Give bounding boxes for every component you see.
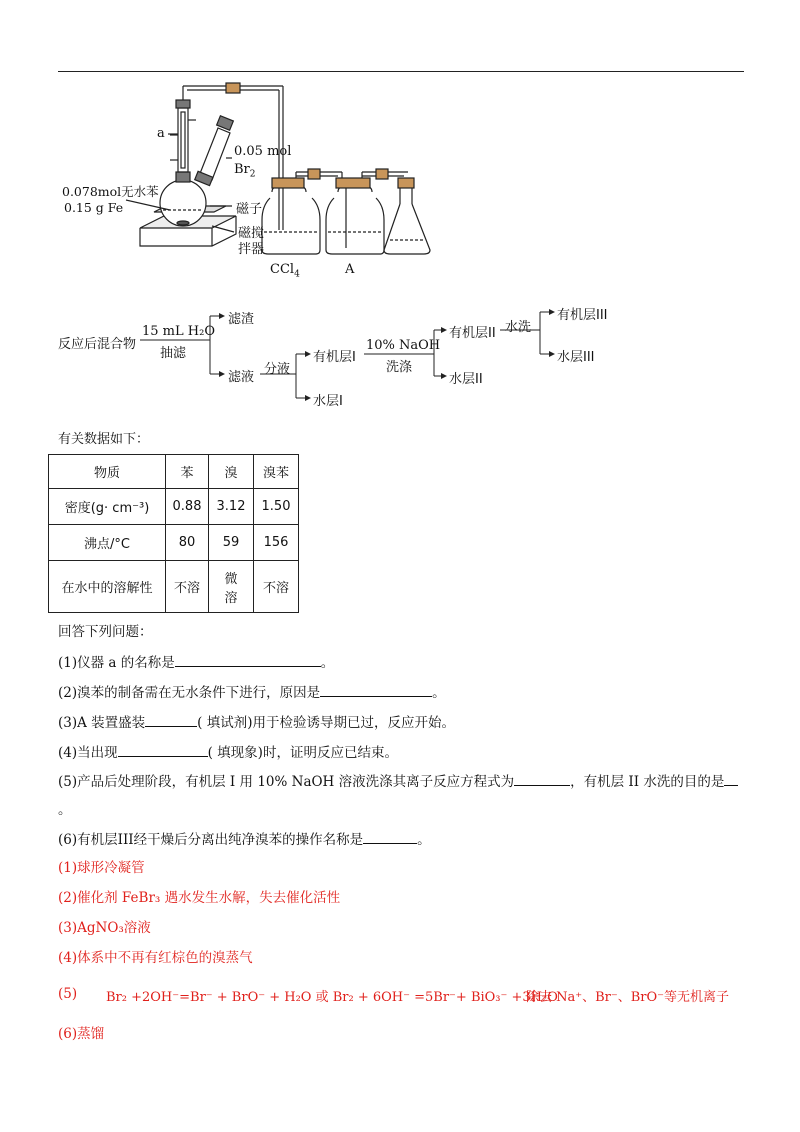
answer-blank [320, 682, 432, 697]
answer-5-number: (5) [58, 986, 78, 1002]
flow-water2: 水层II [449, 372, 483, 387]
flow-step1-top: 15 mL H₂O [142, 324, 215, 339]
label-a: a [157, 126, 165, 141]
table-header-row [49, 455, 299, 489]
flow-organic2: 有机层II [449, 326, 496, 341]
table-cell: 苯 [166, 455, 209, 489]
flow-step2: 分液 [264, 362, 291, 377]
question-6-text: (6)有机层III经干燥后分离出纯净溴苯的操作名称是 [58, 832, 364, 848]
table-cell: 1.50 [254, 489, 299, 525]
question-4-end: ( 填现象)时，证明反应已结束。 [207, 745, 398, 761]
table-cell: 3.12 [209, 489, 254, 525]
table-cell: 沸点/°C [49, 525, 166, 561]
question-2-end: 。 [432, 685, 446, 701]
question-6 [58, 828, 431, 848]
table-cell: 在水中的溶解性 [49, 561, 166, 613]
question-3-text: (3)A 装置盛装 [58, 715, 146, 731]
table-cell: 溴苯 [254, 455, 299, 489]
answer-blank [724, 771, 738, 786]
flow-water1: 水层I [313, 394, 343, 409]
answer-2: (2)催化剂 FeBr₃ 遇水发生水解，失去催化活性 [58, 890, 341, 906]
flow-step1-bottom: 抽滤 [160, 346, 187, 361]
answer-3: (3)AgNO₃溶液 [58, 920, 151, 936]
intro-text: 有关数据如下： [58, 432, 150, 447]
flow-start: 反应后混合物 [58, 337, 137, 352]
flow-step4: 水洗 [505, 320, 532, 335]
ccl4-sub: 4 [294, 269, 300, 280]
answer-5-purpose: 除去 Na⁺、Br⁻、BrO⁻等无机离子 [526, 990, 730, 1005]
table-cell: 溴 [209, 455, 254, 489]
table-row [49, 525, 299, 561]
label-benzene: 0.078mol无水苯 [62, 184, 159, 199]
table-cell: 不溶 [254, 561, 299, 613]
question-6-end: 。 [417, 832, 431, 848]
label-ccl4 [270, 262, 300, 280]
flow-water3: 水层III [557, 350, 595, 365]
answer-1: (1)球形冷凝管 [58, 860, 145, 876]
data-table [48, 454, 299, 613]
bromine-sub: 2 [249, 169, 256, 180]
label-stirrer-1: 磁搅 [238, 226, 265, 241]
flow-organic3: 有机层III [557, 308, 608, 323]
answer-blank [514, 771, 570, 786]
question-5-continuation: 。 [58, 802, 72, 818]
answer-6: (6)蒸馏 [58, 1026, 105, 1042]
table-row [49, 489, 299, 525]
label-bromine [234, 162, 256, 180]
question-1-end: 。 [320, 655, 335, 671]
table-cell: 59 [209, 525, 254, 561]
table-cell: 物质 [49, 455, 166, 489]
question-2 [58, 681, 446, 701]
question-2-text: (2)溴苯的制备需在无水条件下进行，原因是 [58, 685, 321, 701]
flow-organic1: 有机层I [313, 350, 356, 365]
answer-blank [118, 742, 208, 757]
answer-blank [363, 829, 417, 844]
label-stirrer-2: 拌器 [238, 242, 265, 257]
question-5 [58, 770, 738, 790]
table-row [49, 561, 299, 613]
label-iron: 0.15 g Fe [64, 200, 124, 215]
question-1 [58, 651, 334, 671]
flow-step3-bottom: 洗涤 [386, 360, 413, 375]
flow-step3-top: 10% NaOH [366, 338, 441, 353]
table-cell: 密度(g· cm⁻³) [49, 489, 166, 525]
answer-4: (4)体系中不再有红棕色的溴蒸气 [58, 950, 253, 966]
apparatus-diagram [0, 0, 800, 290]
question-3-end: ( 填试剂)用于检验诱导期已过，反应开始。 [197, 715, 455, 731]
question-3 [58, 711, 455, 731]
label-bottle-a: A [345, 262, 355, 277]
bromine-text: Br [234, 162, 250, 177]
table-cell: 156 [254, 525, 299, 561]
flow-filtrate: 滤液 [228, 370, 255, 385]
question-5-text: (5)产品后处理阶段，有机层 I 用 10% NaOH 溶液洗涤其离子反应方程式为 [58, 774, 515, 790]
label-magnet: 磁子 [236, 202, 263, 217]
question-4 [58, 741, 398, 761]
flow-residue: 滤渣 [228, 312, 255, 327]
table-cell: 微溶 [209, 561, 254, 613]
question-5-mid: ，有机层 II 水洗的目的是 [570, 774, 725, 790]
question-1-text: (1)仪器 a 的名称是 [58, 655, 175, 671]
answer-5-equation: Br₂ +2OH⁻=Br⁻ + BrO⁻ + H₂O 或 Br₂ + 6OH⁻ =5Br⁻+ BiO₃⁻ +3H₂O [106, 990, 558, 1005]
table-cell: 80 [166, 525, 209, 561]
prompt-text: 回答下列问题： [58, 624, 153, 640]
answer-blank [145, 712, 197, 727]
ccl4-text: CCl [270, 262, 295, 277]
flowchart-arrows [0, 290, 800, 420]
answer-blank [175, 652, 321, 667]
table-cell: 0.88 [166, 489, 209, 525]
label-bromine-amount: 0.05 mol [234, 144, 292, 159]
question-4-text: (4)当出现 [58, 745, 118, 761]
table-cell: 不溶 [166, 561, 209, 613]
